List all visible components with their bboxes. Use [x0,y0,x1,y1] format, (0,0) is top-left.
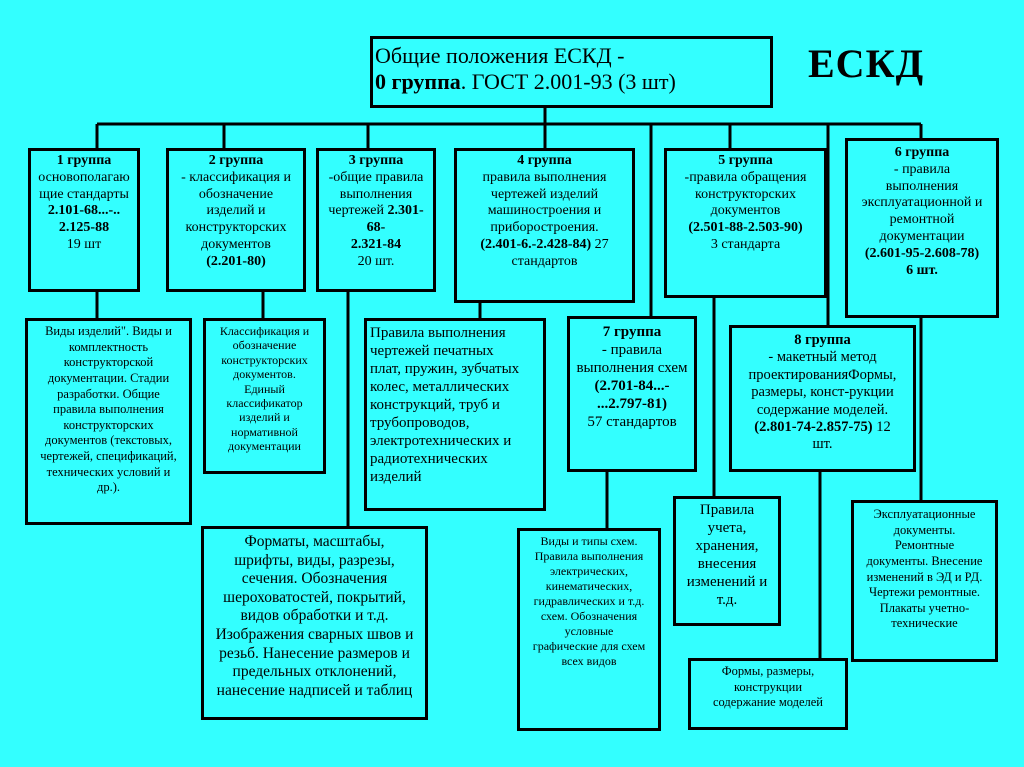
gost-code: 2.125-88 [58,220,110,236]
detail-4-box: Правила выполнения чертежей печатных плат, пружин, зубчатых колес, металлических конструкций, труб и трубопроводов, электротехнических и радиотехнических изделий [364,318,546,511]
group-title: 2 группа [208,153,264,168]
standard-count: 27 [591,236,609,252]
standard-count: 12 [872,418,891,435]
detail-6-box: Эксплуатационные документы. Ремонтные документы. Внесение изменений в ЭД и РД. Чертежи ремонтные. Плакаты учетно- технические [851,500,998,662]
gost-code: (2.201-80) [206,253,266,269]
detail-5-box: Правила учета, хранения, внесения изменений и т.д. [673,496,781,626]
group-7-box: 7 группа - правила выполнения схем (2.701-84...- ...2.797-81) 57 стандартов [567,316,697,472]
root-box [370,36,773,108]
gost-code: (2.801-74-2.857-75) [754,418,873,435]
gost-code: 2.301- [387,203,424,219]
group-6-box: 6 группа - правила выполнения эксплуатационной и ремонтной документации (2.601-95-2.608-78) 6 шт. [845,138,999,318]
group-title: 4 группа [517,153,572,168]
root-line1: Общие положения ЕСКД - [375,43,625,68]
group-8-box: 8 группа - макетный метод проектированияФормы, размеры, конст-рукции содержание моделей. (2.801-74-2.857-75) 12 шт. [729,325,916,472]
group-2-box: 2 группа - классификация и обозначение изделий и конструкторских документов (2.201-80) [166,148,306,292]
group-title: 3 группа [348,153,404,168]
gost-code: (2.401-6.-2.428-84) [480,236,592,252]
standard-count: 19 шт [66,236,102,252]
detail-8-box: Формы, размеры, конструкции содержание моделей [688,658,848,730]
standard-count: 3 стандарта [710,236,781,252]
group-1-box: 1 группа основополагаю щие стандарты 2.101-68...-.. 2.125-88 19 шт [28,148,140,292]
page-title: ЕСКД [808,41,925,86]
group-3-box: 3 группа -общие правила выполнения чертежей 2.301- 68- 2.321-84 20 шт. [316,148,436,292]
detail-3-box: Форматы, масштабы, шрифты, виды, разрезы, сечения. Обозначения шероховатостей, покрытий, видов обработки и т.д. Изображения сварных швов и резьб. Нанесение размеров и предельных отклонений, нанесение надписей и таблиц [201,526,428,720]
gost-code: ...2.797-81) [597,396,667,412]
group-5-box: 5 группа -правила обращения конструкторских документов (2.501-88-2.503-90) 3 стандарта [664,148,827,298]
gost-code: 2.101-68...-.. [47,203,121,219]
gost-code: 68- [366,220,386,236]
detail-2-box: Классификация и обозначение конструкторских документов. Единый классификатор изделий и нормативной документации [203,318,326,474]
group-4-box: 4 группа правила выполнения чертежей изделий машиностроения и приборостроения. (2.401-6.-2.428-84) 27 стандартов [454,148,635,303]
detail-1-box: Виды изделий". Виды и комплектность конструкторской документации. Стадии разработки. Общие правила выполнения конструкторских документов (текстовых, чертежей, спецификаций, технических условий и др.). [25,318,192,525]
gost-code: 2.321-84 [350,236,402,252]
gost-code: (2.701-84...- [594,378,670,394]
group-title: 8 группа [794,332,851,348]
gost-code: (2.601-95-2.608-78) [864,245,980,261]
group-title: 1 группа [56,153,112,168]
standard-count: 6 шт. [906,262,938,278]
root-line2: 0 группа. ГОСТ 2.001-93 (3 шт) [375,69,676,95]
group-title: 7 группа [602,324,662,340]
detail-7-box: Виды и типы схем. Правила выполнения электрических, кинематических, гидравлических и т.д. схем. Обозначения условные графические для схем всех видов [517,528,661,731]
group-title: 6 группа [894,145,950,160]
group-title: 5 группа [718,153,773,168]
gost-code: (2.501-88-2.503-90) [688,220,803,236]
standard-count: 57 стандартов [587,414,677,430]
standard-count: 20 шт. [357,253,395,269]
